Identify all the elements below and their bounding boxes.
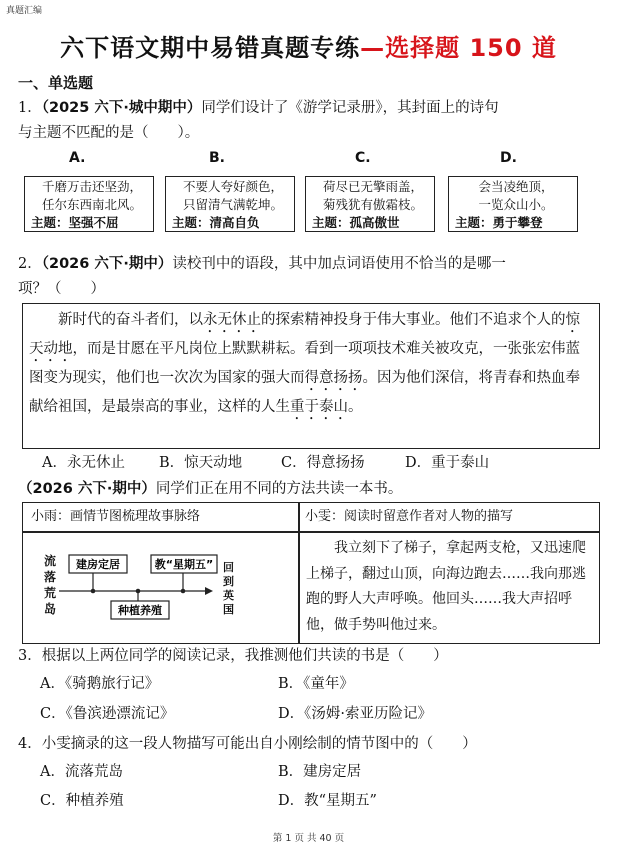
reading-record-table	[22, 502, 600, 644]
q4-option-b[interactable]: B．建房定居	[278, 764, 362, 780]
poem-theme: 主题：清高自负	[172, 215, 260, 230]
page-title	[0, 28, 617, 63]
passage-text: 的探索精神投身于伟大事业。他们不追求个人的	[261, 312, 566, 328]
q2-passage-box	[22, 303, 600, 449]
section-heading: 一、单选题	[18, 74, 94, 92]
end-char: 英	[223, 589, 234, 602]
q3-option-b[interactable]: B．《童年》	[278, 676, 354, 692]
passage-text: 。	[348, 399, 363, 415]
dotted-word: 惊天动地	[29, 312, 580, 357]
q3-stem	[18, 645, 448, 668]
excerpt-paragraph: 我立刻下了梯子，拿起两支枪，又迅速爬上梯子，翻过山顶，向海边跑去……我向那逃跑的野人大声呼唤。他回头……我大声招呼他，做手势叫他过来。	[306, 540, 586, 633]
plot-diagram	[23, 533, 297, 643]
header-tag: 真题汇编	[6, 6, 43, 16]
q2-option-b[interactable]: B．惊天动地	[159, 455, 243, 471]
start-char: 落	[43, 570, 57, 584]
q3-intro-source: （2026 六下·期中）	[18, 481, 156, 497]
q1-stem-text: 同学们设计了《游学记录册》，其封面上的诗句	[201, 100, 499, 116]
dotted-word: 永无休止	[203, 312, 261, 328]
poem-line: 一览众山小。	[478, 197, 554, 212]
page-footer: 第 1 页 共 40 页	[272, 833, 345, 844]
q4-option-a[interactable]: A．流落荒岛	[40, 764, 123, 780]
q1-stem-line1	[18, 97, 499, 120]
plot-node-3: 教“星期五”	[154, 558, 214, 571]
poem-line: 只留清气满乾坤。	[182, 197, 283, 212]
excerpt-text	[306, 536, 594, 638]
q2-stem-text: 读校刊中的语段，其中加点词语使用不恰当的是哪一	[172, 256, 506, 272]
q1-stem-line2: 与主题不匹配的是（ ）。	[18, 125, 200, 141]
title-accent: —选择题 150 道	[360, 34, 557, 62]
q3-option-a[interactable]: A．《骑鹅旅行记》	[40, 676, 160, 692]
q4-number: 4．	[18, 736, 42, 752]
q4-stem-text: 小雯摘录的这一段人物描写可能出自小刚绘制的情节图中的（ ）	[41, 736, 477, 752]
end-char: 到	[223, 575, 234, 588]
q3-stem-text: 根据以上两位同学的阅读记录，我推测他们共读的书是（ ）	[41, 648, 448, 664]
plot-start-label	[44, 553, 56, 616]
plot-node-1: 建房定居	[76, 558, 120, 571]
poem-line: 荷尽已无擎雨盖，	[322, 179, 423, 194]
q1-letter-c: C.	[355, 150, 371, 166]
poem-line: 菊残犹有傲霜枝。	[322, 197, 423, 212]
q3-intro	[18, 478, 402, 501]
passage-text: 。因为他们深信，将青春和热血奉献给祖国，是最崇高的事业，这样的人生	[29, 370, 580, 415]
q2-number: 2．	[18, 256, 42, 272]
poem-theme: 主题：孤高傲世	[312, 215, 400, 230]
plot-end-label	[223, 560, 234, 616]
dotted-word: 重于泰山	[290, 399, 348, 415]
q4-option-c[interactable]: C．种植养殖	[40, 793, 124, 809]
q3-option-d[interactable]: D．《汤姆·索亚历险记》	[278, 706, 432, 722]
q1-option-d-card[interactable]	[448, 176, 578, 232]
end-char: 国	[223, 603, 234, 616]
q1-letter-a: A.	[69, 150, 86, 166]
poem-line: 任尔东西南北风。	[41, 197, 142, 212]
end-char: 回	[223, 561, 234, 574]
q4-option-d[interactable]: D．教“星期五”	[278, 793, 377, 809]
passage-text: ，而是甘愿在平凡岗位上默默耕耘。看到一项项技术难关被攻克，一张张宏伟蓝图变为现实，他们也一次次为国家的强大而	[29, 341, 580, 386]
q2-source: （2026 六下·期中）	[41, 256, 173, 272]
q3-number: 3．	[18, 648, 42, 664]
plot-node-2: 种植养殖	[118, 604, 162, 617]
poem-line: 会当凌绝顶，	[478, 179, 554, 194]
q1-letter-b: B.	[209, 150, 225, 166]
arrow-head-icon	[205, 587, 213, 595]
start-char: 荒	[43, 586, 57, 600]
q2-option-c[interactable]: C．得意扬扬	[281, 455, 365, 471]
poem-line: 不要人夸好颜色，	[182, 179, 283, 194]
table-header-right: 小雯：阅读时留意作者对人物的描写	[305, 509, 514, 524]
start-char: 岛	[43, 602, 57, 616]
q1-letter-d: D.	[500, 150, 517, 166]
q3-intro-text: 同学们正在用不同的方法共读一本书。	[155, 481, 403, 497]
q1-option-b-card[interactable]	[165, 176, 295, 232]
q1-source: （2025 六下·城中期中）	[41, 100, 202, 116]
title-main: 六下语文期中易错真题专练	[60, 34, 361, 62]
poem-theme: 主题：坚强不屈	[31, 215, 119, 230]
q1-option-a-card[interactable]	[24, 176, 154, 232]
q2-passage	[29, 307, 593, 423]
q1-number: 1．	[18, 100, 42, 116]
table-header-left: 小雨：画情节图梳理故事脉络	[31, 509, 201, 524]
q4-stem	[18, 733, 477, 756]
q1-option-c-card[interactable]	[305, 176, 435, 232]
table-divider	[298, 503, 300, 643]
q2-option-a[interactable]: A．永无休止	[42, 455, 125, 471]
poem-line: 千磨万击还坚劲，	[41, 179, 142, 194]
dotted-word: 得意扬扬	[304, 370, 363, 386]
passage-text: 新时代的奋斗者们，以	[58, 312, 203, 328]
q2-stem-line1	[18, 253, 506, 276]
q3-option-c[interactable]: C．《鲁滨逊漂流记》	[40, 706, 175, 722]
poem-theme: 主题：勇于攀登	[455, 215, 543, 230]
start-char: 流	[43, 554, 57, 568]
q2-stem-line2: 项？（ ）	[18, 281, 105, 297]
q2-option-d[interactable]: D．重于泰山	[405, 455, 490, 471]
